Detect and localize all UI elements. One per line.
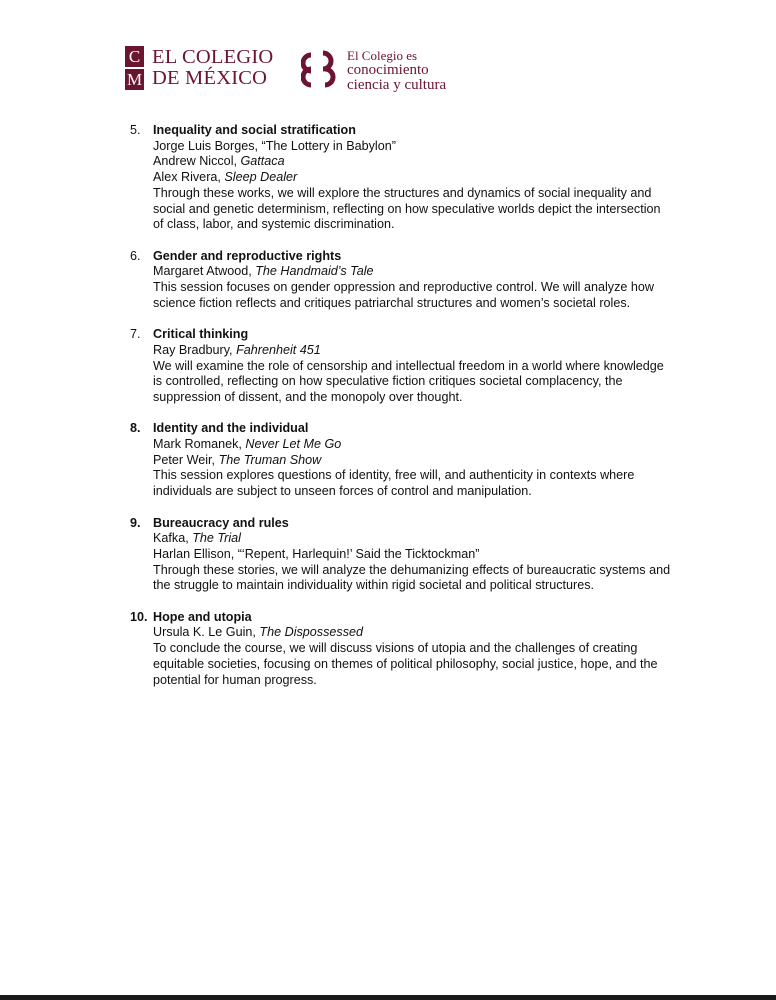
reading-line — [153, 453, 673, 469]
monogram-letter-m: M — [126, 70, 143, 89]
reading-line — [153, 343, 673, 359]
reading-title: The Truman Show — [218, 452, 322, 467]
reading-line — [153, 531, 673, 547]
reading-author: Ursula K. Le Guin, — [153, 625, 260, 640]
item-description: Through these stories, we will analyze the dehumanizing effects of bureaucratic systems and the struggle to maintain individuality within rigid societal and political structures. — [153, 562, 671, 593]
reading-title: Gattaca — [240, 154, 285, 169]
knot-logo-icon — [301, 50, 339, 88]
reading-author: Margaret Atwood, — [153, 264, 256, 279]
reading-line — [153, 264, 673, 280]
syllabus-item — [0, 610, 673, 689]
institution-name-line2: DE MÉXICO — [152, 67, 268, 89]
item-title: Hope and utopia — [153, 609, 252, 624]
reading-title: Never Let Me Go — [245, 437, 342, 452]
slogan-line2: conocimiento — [347, 62, 429, 78]
reading-author: Jorge Luis Borges, — [153, 138, 262, 153]
reading-author: Andrew Niccol, — [153, 154, 241, 169]
item-description: We will examine the role of censorship and intellectual freedom in a world where knowledge is controlled, reflecting on how speculative fiction critiques societal complacency, the suppression of dissent, and the monopoly over thought. — [153, 358, 664, 404]
item-number: 5. — [130, 123, 141, 137]
syllabus-item — [0, 421, 673, 500]
reading-line — [153, 139, 673, 155]
reading-author: Harlan Ellison, — [153, 546, 238, 561]
reading-line — [153, 437, 673, 453]
reading-title: “The Lottery in Babylon” — [261, 138, 396, 153]
item-number: 6. — [130, 248, 141, 263]
item-title: Gender and reproductive rights — [153, 248, 342, 263]
reading-title: Sleep Dealer — [224, 170, 298, 185]
slogan-line1: El Colegio es — [347, 48, 418, 63]
item-description: This session focuses on gender oppression and reproductive control. We will analyze how science fiction reflects and critiques patriarchal structures and women’s societal roles. — [153, 280, 654, 310]
item-number: 9. — [130, 515, 141, 530]
colmex-monogram-logo — [125, 46, 144, 90]
item-title: Bureaucracy and rules — [153, 515, 289, 530]
bottom-edge-bar — [0, 995, 776, 1000]
slogan-line3: ciencia y cultura — [347, 76, 447, 93]
monogram-letter-c: C — [125, 46, 144, 67]
slogan — [347, 49, 446, 92]
syllabus-list — [0, 123, 776, 704]
item-number: 7. — [130, 327, 141, 342]
reading-title: The Trial — [192, 531, 241, 546]
reading-line — [153, 547, 673, 563]
header — [125, 46, 485, 96]
syllabus-item — [0, 123, 673, 233]
reading-line — [153, 154, 673, 170]
item-description: To conclude the course, we will discuss visions of utopia and the challenges of creating equitable societies, focusing on themes of political philosophy, social justice, hope, and the potential for human progress. — [153, 641, 658, 687]
institution-name-line1: EL COLEGIO — [152, 46, 274, 68]
reading-title: The Dispossessed — [259, 625, 364, 640]
item-title: Critical thinking — [153, 327, 249, 342]
reading-title: The Handmaid’s Tale — [255, 264, 374, 279]
item-number: 8. — [130, 421, 141, 436]
item-description: This session explores questions of identity, free will, and authenticity in contexts where individuals are subject to unseen forces of control and manipulation. — [153, 468, 635, 499]
reading-title: Fahrenheit 451 — [236, 342, 321, 357]
reading-line — [153, 625, 673, 641]
syllabus-item — [0, 249, 673, 312]
syllabus-item — [0, 327, 673, 406]
reading-title: “‘Repent, Harlequin!’ Said the Ticktockman” — [237, 546, 480, 561]
reading-author: Peter Weir, — [153, 452, 219, 467]
item-title: Inequality and social stratification — [153, 123, 356, 137]
reading-author: Alex Rivera, — [153, 170, 225, 185]
reading-author: Kafka, — [153, 531, 193, 546]
reading-line — [153, 170, 673, 186]
institution-name — [152, 47, 273, 89]
syllabus-item — [0, 516, 673, 595]
reading-author: Mark Romanek, — [153, 437, 246, 452]
item-title: Identity and the individual — [153, 421, 309, 436]
item-number: 10. — [130, 609, 148, 624]
item-description: Through these works, we will explore the structures and dynamics of social inequality and social and genetic determinism, reflecting on how speculative worlds depict the intersection of class, labor, and systemic discrimination. — [153, 185, 661, 232]
reading-author: Ray Bradbury, — [153, 342, 237, 357]
